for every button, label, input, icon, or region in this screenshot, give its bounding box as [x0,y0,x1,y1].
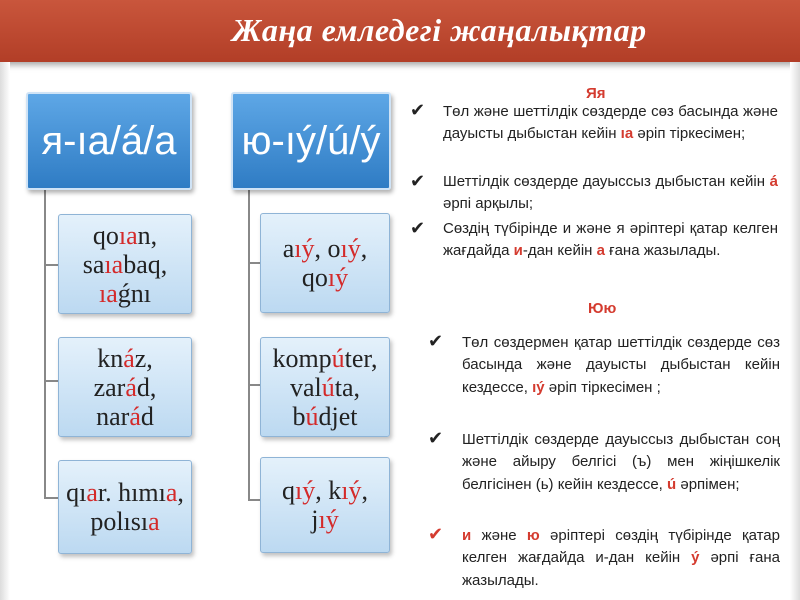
highlighted-letter: и [462,527,472,544]
highlighted-letters: ıý [294,234,315,263]
example-segment: qı [66,478,87,507]
rule-segment: Төл сөздермен қатар шеттілдік сөздерде сөз басында және дауысты дыбыстан кейін кездессе, [462,334,780,396]
example-line [94,344,157,373]
highlighted-letter: ıa [620,125,634,143]
highlighted-letters: a [148,507,160,536]
rule-segment: ғана жазылады. [604,242,721,260]
yu-example-box [260,337,390,437]
highlighted-letter: ю [526,527,540,544]
rule-segment: әріп тіркесімен ; [544,378,661,396]
slide-title: Жаңа емледегі жаңалықтар [232,12,647,48]
yu-rule-text [462,525,780,592]
example-segment: zar [93,372,126,402]
right-edge-shadow [790,62,800,600]
yu-example-box [260,457,390,553]
example-segment: , [360,234,368,263]
rule-segment: әрпі арқылы; [443,195,534,213]
ya-example-text [83,221,167,308]
highlighted-letters: ıý [340,234,361,263]
example-segment: baq, [123,249,168,279]
ya-rule-text [443,218,778,263]
highlighted-letters: á [125,372,137,402]
example-segment: ta, [334,372,361,402]
example-segment: qo [301,263,328,292]
rule-segment: Шеттілдік сөздерде дауыссыз дыбыстан кейін [443,173,770,190]
example-segment: q [282,476,296,505]
example-segment: djet [318,401,358,431]
highlighted-letters: ú [305,401,319,431]
highlighted-letters: ıa [118,220,138,250]
example-segment: j [311,505,319,534]
highlighted-letters: á [123,343,135,373]
rule-segment: және [471,527,527,544]
example-segment: kn [97,343,124,373]
example-segment: ter, [344,343,378,373]
example-segment: ǵnı [117,278,151,308]
yu-example-text [283,234,368,292]
example-line [272,373,377,402]
yu-section-heading: Юю [588,300,617,317]
example-line [272,344,377,373]
example-segment: polısı [90,507,149,536]
highlighted-letters: ıa [98,278,118,308]
check-icon: ✔ [428,524,444,545]
example-segment: qo [92,220,119,250]
example-segment: , [361,476,368,505]
example-line [283,234,368,263]
yu-rule-text [462,332,780,399]
ya-header-label: я-ıa/á/a [41,118,177,163]
ya-rule-text [443,101,778,146]
ya-rule-text [443,171,778,216]
highlighted-letter: á [769,173,778,190]
example-segment: d, [136,372,157,402]
example-segment: val [289,372,322,402]
highlighted-letter: a [596,242,605,260]
example-segment: r. hımı [97,478,166,507]
check-icon: ✔ [410,100,426,121]
highlighted-letters: ıý [327,263,349,292]
ya-example-text [66,478,184,536]
example-line [83,250,167,279]
example-line [66,507,184,536]
check-icon: ✔ [428,331,444,352]
example-line [83,279,167,308]
example-segment: d [140,401,154,431]
ya-section-heading: Яя [586,85,606,102]
ya-example-box [58,214,192,314]
rule-segment: -дан кейін [522,242,597,260]
title-banner [0,0,800,62]
example-line [283,263,368,292]
example-segment: , [177,478,184,507]
highlighted-letters: a [86,478,98,507]
highlighted-letters: ú [331,343,345,373]
example-segment: a [282,234,295,263]
example-segment: , k [315,476,342,505]
ya-header-box [26,92,192,190]
highlighted-letter: и [513,242,523,260]
yu-rule-text [462,429,780,496]
check-icon: ✔ [428,428,444,449]
yu-header-box [231,92,391,190]
rule-segment: Шеттілдік сөздерде дауыссыз дыбыстан соң және айыру белгісі (ъ) мен жіңішкелік белгісінен (ь) кейін кездессе, [462,431,780,493]
example-segment: sa [82,249,105,279]
yu-example-text [282,476,368,534]
example-line [83,221,167,250]
rule-segment: Сөздің түбірінде и және я әріптері қатар келген жағдайда [443,220,778,260]
example-segment: , o [314,234,341,263]
example-segment: z, [134,343,153,373]
example-segment: komp [272,343,332,373]
highlighted-letters: á [129,401,141,431]
example-segment: n, [137,220,158,250]
rule-segment: Төл және шеттілдік сөздерде сөз басында және дауысты дыбыстан кейін [443,103,778,143]
example-segment: nar [96,401,130,431]
check-icon: ✔ [410,218,426,239]
rule-segment: әрпімен; [676,475,740,493]
example-line [66,478,184,507]
rule-segment: әріптері сөздің түбірінде қатар келген жағдайда и-дан кейін [462,527,780,567]
yu-example-text [272,344,377,431]
example-segment: b [292,401,306,431]
highlighted-letter: ú [667,475,677,493]
left-edge-shadow [0,62,10,600]
highlighted-letters: ıý [341,476,362,505]
check-icon: ✔ [410,171,426,192]
ya-example-text [94,344,157,431]
left-tree-trunk [44,188,46,498]
yu-header-label: ю-ıý/ú/ý [241,118,381,163]
highlighted-letters: a [165,478,178,507]
ya-example-box [58,460,192,554]
example-line [272,402,377,431]
right-tree-trunk [248,188,250,500]
highlighted-letter: ý [691,549,700,567]
rule-segment: әрпі ғана жазылады. [462,549,780,589]
highlighted-letter: ıý [532,378,545,396]
highlighted-letters: ıý [295,476,316,505]
example-line [282,476,368,505]
highlighted-letters: ıý [318,505,339,534]
example-line [94,402,157,431]
highlighted-letters: ú [321,372,335,402]
example-line [94,373,157,402]
rule-segment: әріп тіркесімен; [633,125,746,143]
highlighted-letters: ıa [104,249,124,279]
yu-example-box [260,213,390,313]
ya-example-box [58,337,192,437]
example-line [282,505,368,534]
